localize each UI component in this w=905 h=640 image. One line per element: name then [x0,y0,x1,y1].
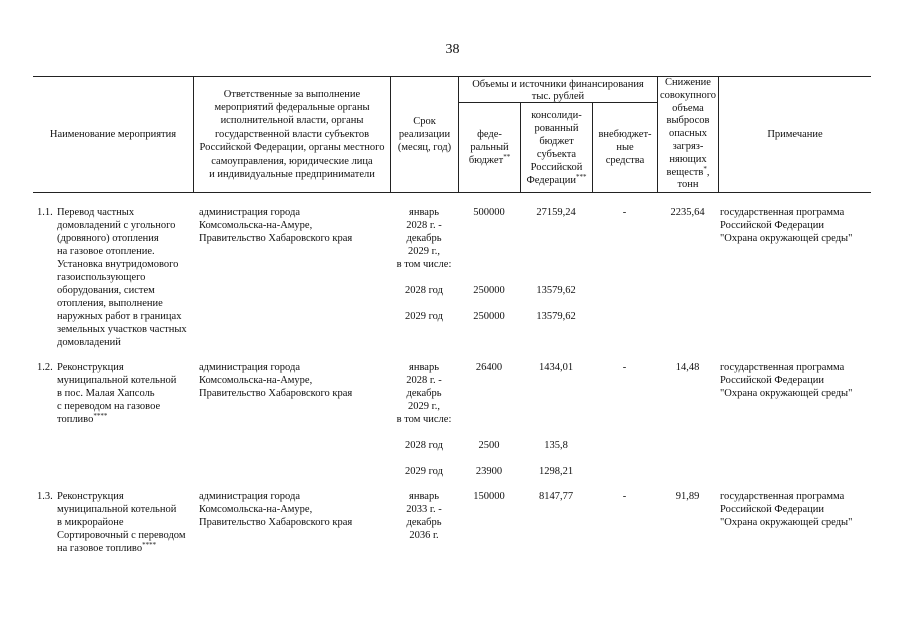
term-line: 2029 г., [408,401,440,412]
breakdown-regional-budget: 13579,62 [536,311,576,322]
responsible-line: Правительство Хабаровского края [199,388,353,399]
breakdown-row [0,284,905,297]
text-fragment: на газовое топливо [57,543,143,554]
breakdown-federal-budget: 250000 [473,285,505,296]
responsible-parties [199,361,390,400]
table-row [0,490,905,640]
text-fragment: Федерации [526,174,577,186]
table-header [33,76,871,193]
header-label: Наименование мероприятия [49,129,177,140]
measure-name-line: Реконструкция [57,491,124,502]
responsible-line: Правительство Хабаровского края [199,233,353,244]
breakdown-federal-budget: 23900 [475,466,503,477]
breakdown-regional-budget: 135,8 [544,440,568,451]
regional-budget-value: 27159,24 [536,207,576,218]
header-label-line: совокупного [659,89,717,101]
breakdown-federal-budget: 250000 [473,311,505,322]
regional-budget-value: 1434,01 [538,362,574,373]
measure-name-line [57,542,193,555]
extra-budget-value: - [622,362,627,373]
header-measure-name [33,77,193,192]
responsible-line: Комсомольска-на-Амуре, [199,375,313,386]
footnote-marker: ** [503,153,511,161]
measure-name [57,490,193,555]
footnote-marker: **** [93,412,108,420]
breakdown-year: 2029 год [405,466,443,477]
federal-budget-value: 26400 [475,362,503,373]
header-regional-budget [520,103,592,192]
header-label-line: бюджет [539,135,574,147]
header-label-line: ные [616,142,634,153]
header-term [390,77,458,192]
term-line: декабрь [406,233,442,244]
header-label: Примечание [767,129,823,140]
responsible-line: администрация города [199,362,300,373]
footnote-marker: **** [142,541,157,549]
header-label-line: государственной власти субъектов [214,128,370,140]
table-row [0,206,905,356]
implementation-term [390,206,458,271]
header-label-line: самоуправления, юридические лица [211,155,373,167]
emission-reduction-value: 2235,64 [670,207,705,218]
note-line: государственная программа [720,207,845,218]
federal-budget-value: 150000 [473,491,505,502]
header-label-line: рованный [534,122,579,134]
measure-name-line [57,413,193,426]
header-label-line: няющих [669,153,707,165]
breakdown-year: 2028 год [405,285,443,296]
measure-name-line: на газовое отопление. [57,246,155,257]
row-number: 1.3. [37,491,53,502]
measure-name-line: Сортировочный с переводом [57,530,186,541]
header-label-line [469,154,510,167]
header-label-line: тыс. рублей [531,91,585,102]
header-label-line: и индивидуальные предприниматели [209,169,375,181]
header-label-line: Ответственные за выполнение [223,88,361,100]
header-label-line: консолиди- [531,109,582,121]
measure-name-line: отопления, выполнение [57,298,163,309]
header-financing [458,77,657,103]
table-row [0,361,905,511]
responsible-line: администрация города [199,207,300,218]
note-line: государственная программа [720,491,845,502]
breakdown-federal-budget: 2500 [478,440,500,451]
header-label-line: субъекта [536,148,577,160]
header-label-line: исполнительной власти, органы [220,115,364,127]
responsible-line: Комсомольска-на-Амуре, [199,220,313,231]
header-label-line: Снижение [665,76,711,88]
responsible-line: Правительство Хабаровского края [199,517,353,528]
emission-reduction-value: 14,48 [675,362,700,373]
note-line: "Охрана окружающей среды" [720,517,853,528]
measure-name-line: наружных работ в границах [57,311,182,322]
measure-name-line: газоиспользующего [57,272,146,283]
measure-name-line: домовладений [57,337,121,348]
implementation-term [390,490,458,542]
note-line: Российской Федерации [720,504,824,515]
term-line: декабрь [406,388,442,399]
measure-name-line: с переводом на газовое [57,401,161,412]
measure-name-line: (дровяного) отопления [57,233,159,244]
breakdown-year: 2029 год [405,311,443,322]
text-fragment: бюджет [468,155,504,166]
header-label-line: Срок [413,116,436,127]
header-label-line: опасных [668,128,708,140]
extra-budget-value: - [622,491,627,502]
header-label-line: внебюджет- [598,129,652,140]
breakdown-row [0,465,905,478]
term-line: январь [409,207,439,218]
emission-reduction-value: 91,89 [675,491,700,502]
measure-name-line: домовладений с угольного [57,220,176,231]
note-line: "Охрана окружающей среды" [720,233,853,244]
header-extra-budget [592,103,657,192]
breakdown-regional-budget: 1298,21 [538,466,574,477]
measure-name-line: муниципальной котельной [57,375,177,386]
header-federal-budget [458,103,520,192]
term-line: в том числе: [396,414,452,425]
responsible-parties [199,206,390,245]
extra-budget-value: - [622,207,627,218]
term-line: декабрь [406,517,442,528]
header-label-line: загряз- [672,140,704,152]
responsible-line: администрация города [199,491,300,502]
text-fragment: топливо [57,414,94,425]
breakdown-year: 2028 год [405,440,443,451]
header-label-line: средства [605,155,645,166]
measure-name-line: в пос. Малая Хапсоль [57,388,155,399]
measure-name-line: в микрорайоне [57,517,124,528]
note-line: Российской Федерации [720,220,824,231]
note [720,490,871,529]
term-line: 2028 г. - [406,375,442,386]
measure-name [57,206,193,349]
footnote-marker: *** [576,172,587,181]
header-emission-reduction [657,77,718,192]
regional-budget-value: 8147,77 [538,491,574,502]
header-label-line: ральный [470,142,509,153]
term-line: 2028 г. - [406,220,442,231]
responsible-line: Комсомольска-на-Амуре, [199,504,313,515]
header-responsible [193,77,390,192]
note [720,206,871,245]
row-number: 1.2. [37,362,53,373]
header-label-line [666,164,710,180]
header-note [718,77,871,192]
responsible-parties [199,490,390,529]
term-line: в том числе: [396,259,452,270]
footnote-marker: * [703,164,707,173]
note-line: государственная программа [720,362,845,373]
implementation-term [390,361,458,426]
term-line: 2036 г. [409,530,439,541]
header-label-line: Российской Федерации, органы местного [199,142,385,154]
header-label-line: Объемы и источники финансирования [472,79,644,90]
breakdown-row [0,439,905,452]
term-line: январь [409,491,439,502]
federal-budget-value: 500000 [473,207,505,218]
header-label-line: мероприятий федеральные органы [214,101,370,113]
breakdown-row [0,310,905,323]
measure-name-line: Реконструкция [57,362,124,373]
page-number: 38 [445,42,460,57]
measure-name-line: Установка внутридомового [57,259,179,270]
measure-name-line: Перевод частных [57,207,135,218]
text-fragment: , [706,166,710,178]
row-number: 1.1. [37,207,53,218]
breakdown-regional-budget: 13579,62 [536,285,576,296]
term-line: 2029 г., [408,246,440,257]
note [720,361,871,400]
measure-name [57,361,193,426]
text-fragment: веществ [666,166,704,178]
note-line: Российской Федерации [720,375,824,386]
header-label-line [526,174,586,187]
header-label-line: тонн [677,179,699,191]
header-label-line: выбросов [666,115,710,127]
term-line: январь [409,362,439,373]
header-label-line: объема [672,102,704,114]
header-label-line: реализации [398,129,451,140]
measure-name-line: оборудования, систем [57,285,155,296]
note-line: "Охрана окружающей среды" [720,388,853,399]
measure-name-line: муниципальной котельной [57,504,177,515]
header-label-line: (месяц, год) [397,142,452,153]
term-line: 2033 г. - [406,504,442,515]
measure-name-line: земельных участков частных [57,324,187,335]
header-label-line: Российской [530,161,583,173]
header-label-line: феде- [477,129,502,140]
